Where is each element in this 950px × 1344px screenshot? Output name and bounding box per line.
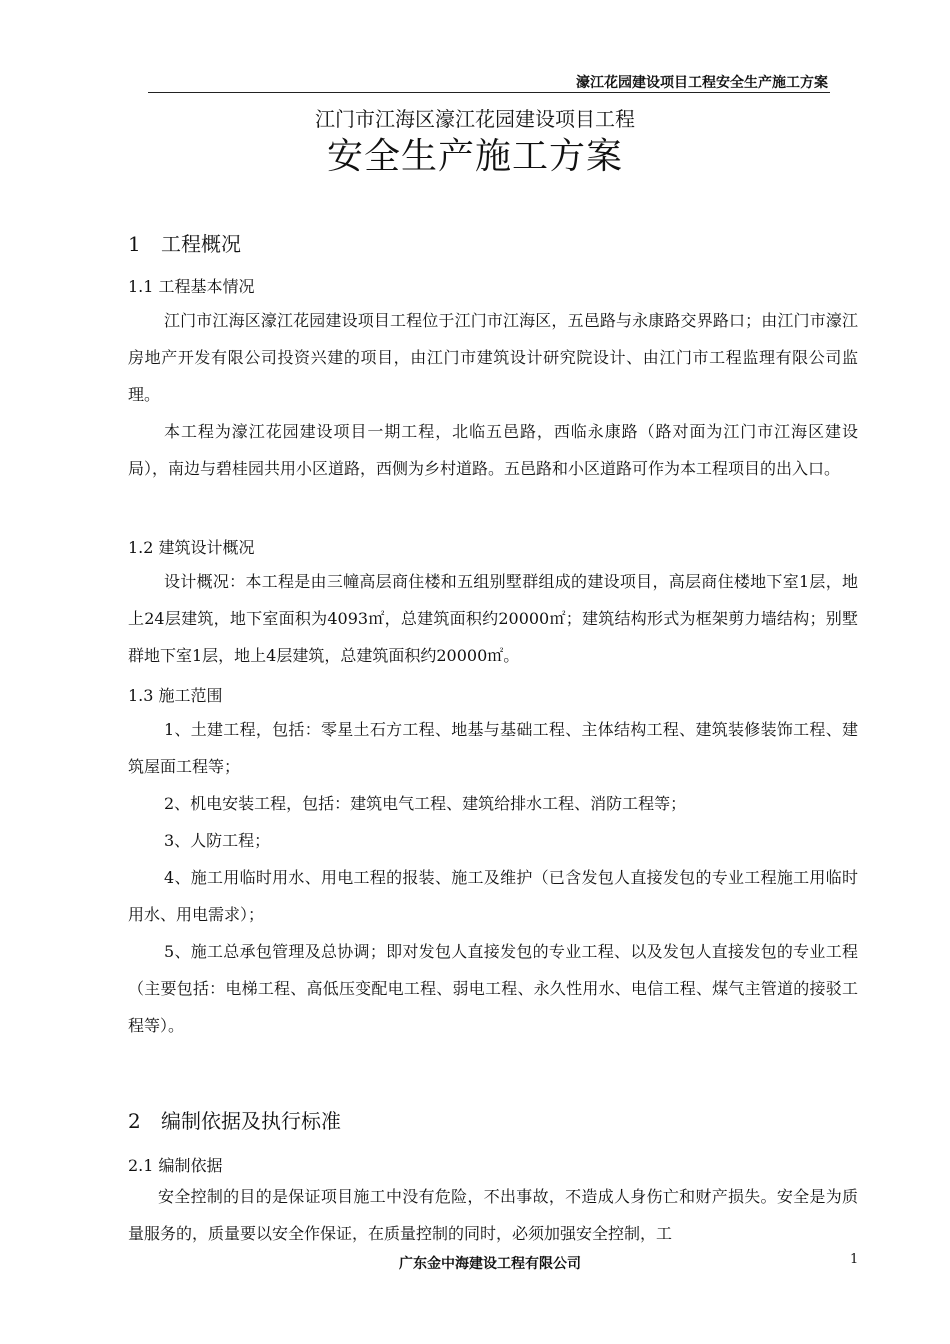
section-2-heading [128, 1105, 341, 1134]
section-1-title: 工程概况 [161, 232, 241, 256]
subsection-1-3-heading: 1.3 施工范围 [128, 686, 223, 705]
page-number: 1 [850, 1252, 859, 1267]
subsection-1-1-heading: 1.1 工程基本情况 [128, 277, 255, 296]
paragraph-project-location: 江门市江海区濠江花园建设项目工程位于江门市江海区，五邑路与永康路交界路口；由江门市濠江房地产开发有限公司投资兴建的项目，由江门市建筑设计研究院设计、由江门市工程监理有限公司监理。 [128, 311, 858, 404]
list-item-scope-4: 4、施工用临时用水、用电工程的报装、施工及维护（已含发包人直接发包的专业工程施工用临时用水、用电需求）； [128, 868, 858, 924]
list-item-scope-1: 1、土建工程，包括：零星土石方工程、地基与基础工程、主体结构工程、建筑装修装饰工程、建筑屋面工程等； [128, 720, 858, 776]
document-title-line1: 江门市江海区濠江花园建设项目工程 [315, 107, 635, 131]
list-item-scope-5: 5、施工总承包管理及总协调；即对发包人直接发包的专业工程、以及发包人直接发包的专业工程（主要包括：电梯工程、高低压变配电工程、弱电工程、永久性用水、电信工程、煤气主管道的接驳工程等）。 [128, 942, 858, 1035]
running-header: 濠江花园建设项目工程安全生产施工方案 [576, 75, 828, 91]
paragraph-project-surroundings: 本工程为濠江花园建设项目一期工程，北临五邑路，西临永康路（路对面为江门市江海区建设局），南边与碧桂园共用小区道路，西侧为乡村道路。五邑路和小区道路可作为本工程项目的出入口。 [128, 422, 858, 478]
header-rule [148, 92, 830, 93]
section-2-title: 编制依据及执行标准 [161, 1109, 341, 1133]
subsection-1-2-heading: 1.2 建筑设计概况 [128, 538, 255, 557]
paragraph-safety-control: 安全控制的目的是保证项目施工中没有危险，不出事故，不造成人身伤亡和财产损失。安全是为质量服务的，质量要以安全作保证，在质量控制的同时，必须加强安全控制，工 [128, 1187, 858, 1243]
paragraph-design-overview: 设计概况：本工程是由三幢高层商住楼和五组别墅群组成的建设项目，高层商住楼地下室1层，地上24层建筑，地下室面积为4093㎡，总建筑面积约20000㎡；建筑结构形式为框架剪力墙结构；别墅群地下室1层，地上4层建筑，总建筑面积约20000㎡。 [128, 572, 858, 665]
section-1-number: 1 [128, 232, 141, 256]
subsection-2-1-heading: 2.1 编制依据 [128, 1156, 223, 1175]
list-item-scope-2: 2、机电安装工程，包括：建筑电气工程、建筑给排水工程、消防工程等； [164, 794, 687, 813]
list-item-scope-3: 3、人防工程； [164, 831, 271, 850]
section-1-heading [128, 228, 241, 257]
document-title-line2: 安全生产施工方案 [326, 136, 623, 177]
section-2-number: 2 [128, 1109, 141, 1133]
footer-company: 广东金中海建设工程有限公司 [399, 1256, 581, 1272]
